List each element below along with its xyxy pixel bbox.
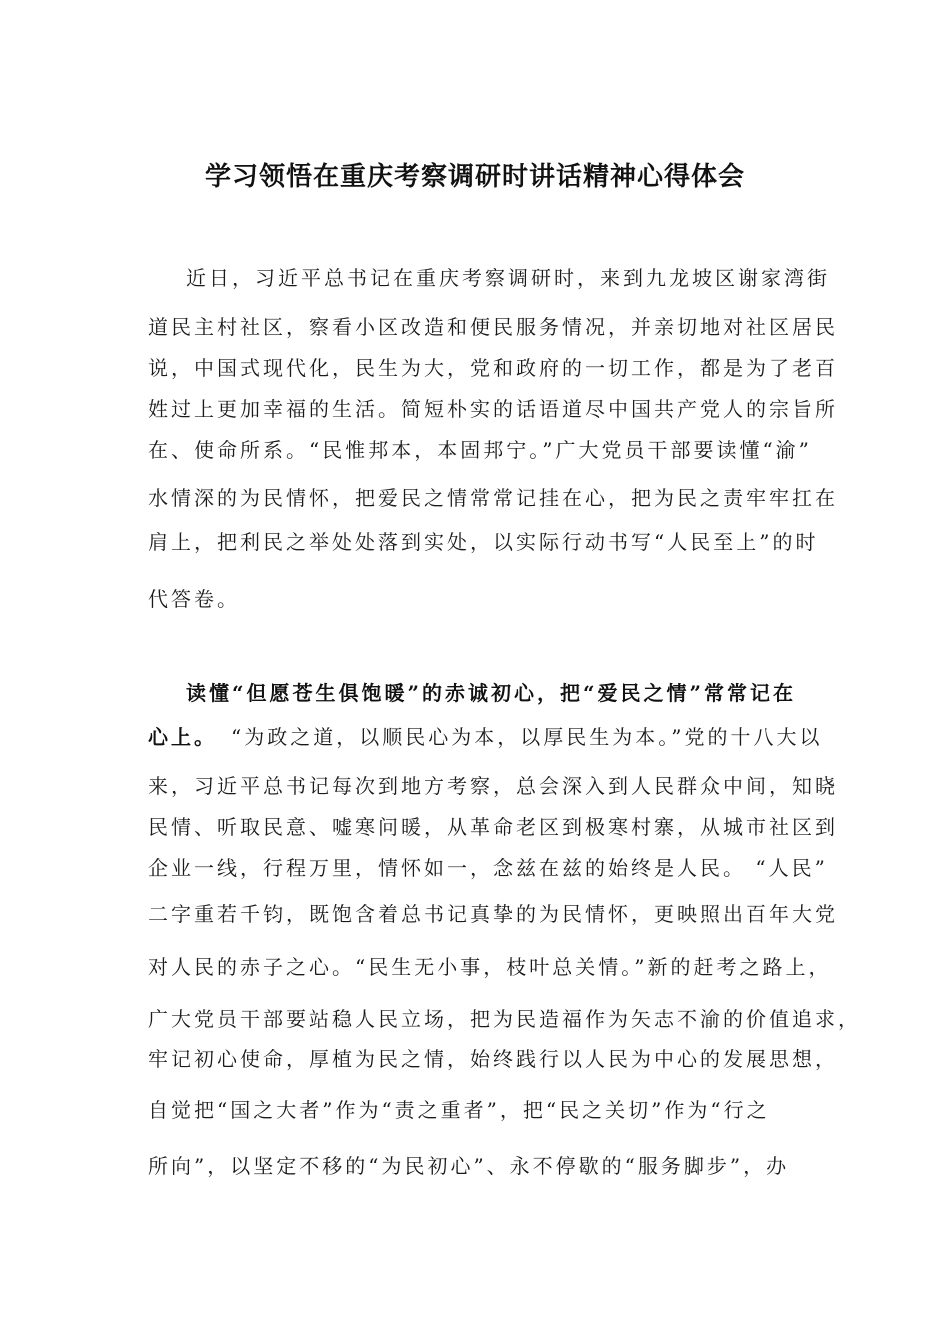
paragraph-2-line-8: 广大党员干部要站稳人民立场，把为民造福作为矢志不渝的价值追求， (148, 1007, 861, 1031)
paragraph-1-line-3: 说，中国式现代化，民生为大，党和政府的一切工作，都是为了老百 (148, 356, 838, 380)
paragraph-2-line-6: 二字重若千钧，既饱含着总书记真挚的为民情怀，更映照出百年大党 (148, 902, 838, 926)
paragraph-1-line-2: 道民主村社区，察看小区改造和便民服务情况，并亲切地对社区居民 (148, 315, 838, 339)
paragraph-2-line-4: 民情、听取民意、嘘寒问暖，从革命老区到极寒村寨，从城市社区到 (148, 815, 838, 839)
paragraph-2-line-11: 所向”，以坚定不移的“为民初心”、永不停歇的“服务脚步”，办 (148, 1154, 790, 1178)
paragraph-2-line-7: 对人民的赤子之心。“民生无小事，枝叶总关情。”新的赶考之路上， (148, 955, 832, 979)
paragraph-1-line-4: 姓过上更加幸福的生活。简短朴实的话语道尽中国共产党人的宗旨所 (148, 397, 838, 421)
paragraph-2-line-10: 自觉把“国之大者”作为“责之重者”，把“民之关切”作为“行之 (148, 1098, 770, 1122)
paragraph-2-line-2 (148, 721, 822, 750)
paragraph-1-line-5: 在、使命所系。“民惟邦本，本固邦宁。”广大党员干部要读懂“渝” (148, 438, 812, 462)
paragraph-2-line-9: 牢记初心使命，厚植为民之情，始终践行以人民为中心的发展思想， (148, 1047, 838, 1071)
paragraph-1-line-7: 肩上，把利民之举处处落到实处，以实际行动书写“人民至上”的时 (148, 530, 819, 554)
document-title: 学习领悟在重庆考察调研时讲话精神心得体会 (204, 162, 745, 192)
paragraph-2-heading: 读懂“但愿苍生俱饱暖”的赤诚初心，把“爱民之情”常常记在 (186, 681, 797, 705)
paragraph-2-line-5: 企业一线，行程万里，情怀如一，念兹在兹的始终是人民。 “人民” (148, 856, 828, 880)
paragraph-1-line-1: 近日，习近平总书记在重庆考察调研时，来到九龙坡区谢家湾街 (186, 266, 830, 290)
paragraph-2-line-3: 来，习近平总书记每次到地方考察，总会深入到人民群众中间，知晓 (148, 774, 838, 798)
paragraph-2-line-2-text: “为政之道，以顺民心为本，以厚民生为本。”党的十八大以 (231, 725, 823, 749)
paragraph-1-line-8: 代答卷。 (148, 587, 240, 611)
paragraph-2-heading-end: 心上。 (148, 725, 217, 749)
paragraph-1-line-6: 水情深的为民情怀，把爱民之情常常记挂在心，把为民之责牢牢扛在 (148, 486, 838, 510)
